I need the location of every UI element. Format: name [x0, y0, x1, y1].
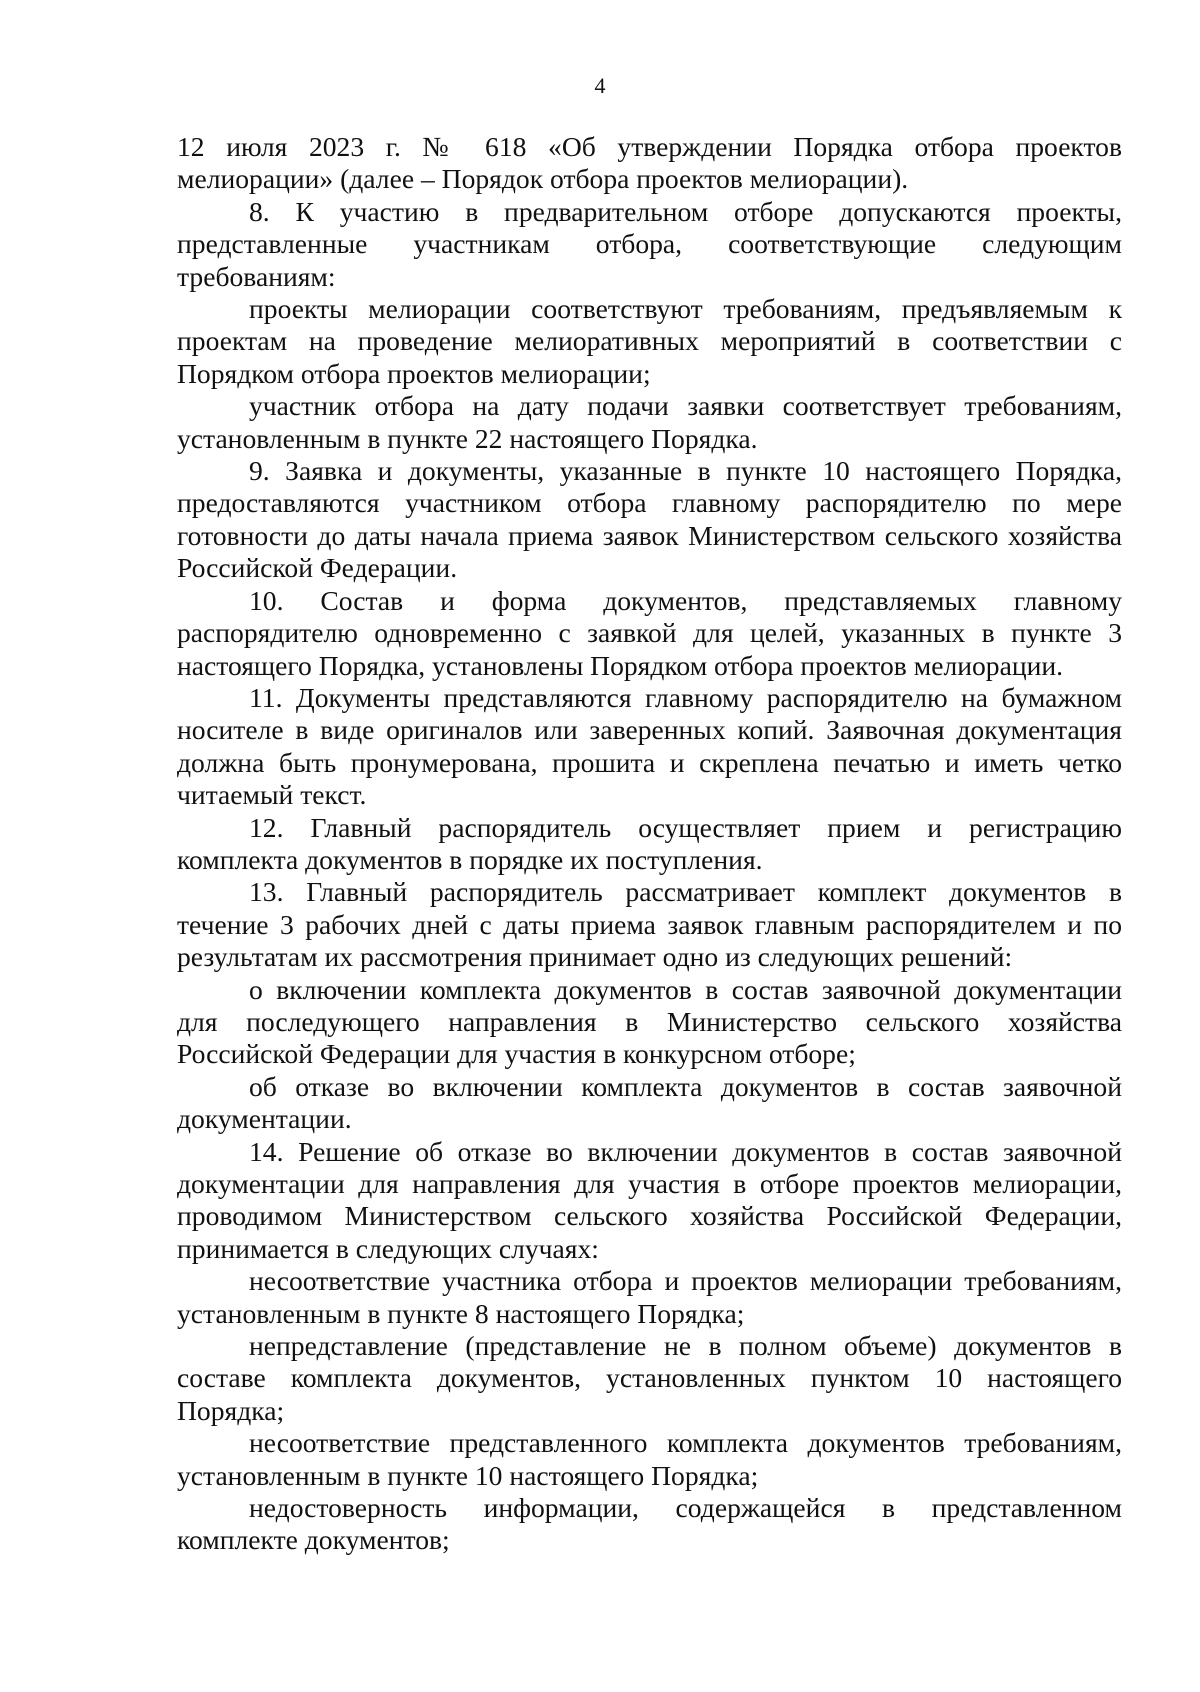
paragraph: участник отбора на дату подачи заявки соответствует требованиям, установленным в пункте 22 настоящего Порядка. — [177, 390, 1122, 454]
paragraph: 10. Состав и форма документов, представляемых главному распорядителю одновременно с заявкой для целей, указанных в пункте 3 настоящего Порядка, установлены Порядком отбора проектов мелиорации. — [177, 584, 1122, 681]
paragraph: 9. Заявка и документы, указанные в пункте 10 настоящего Порядка, предоставляются участником отбора главному распорядителю по мере готовности до даты начала приема заявок Министерством сельского хозяйства Российской Федерации. — [177, 455, 1122, 584]
paragraph: 8. К участию в предварительном отборе допускаются проекты, представленные участникам отбора, соответствующие следующим требованиям: — [177, 195, 1122, 292]
paragraph: недостоверность информации, содержащейся в представленном комплекте документов; — [177, 1492, 1122, 1556]
page-number: 4 — [594, 73, 606, 98]
paragraph: 12 июля 2023 г. № 618 «Об утверждении Порядка отбора проектов мелиорации» (далее – Порядок отбора проектов мелиорации). — [177, 131, 1122, 195]
paragraph: о включении комплекта документов в состав заявочной документации для последующего направления в Министерство сельского хозяйства Российской Федерации для участия в конкурсном отборе; — [177, 973, 1122, 1070]
paragraph: несоответствие представленного комплекта документов требованиям, установленным в пункте 10 настоящего Порядка; — [177, 1427, 1122, 1491]
paragraph: об отказе во включении комплекта документов в состав заявочной документации. — [177, 1070, 1122, 1135]
paragraph: несоответствие участника отбора и проектов мелиорации требованиям, установленным в пункте 8 настоящего Порядка; — [177, 1265, 1122, 1329]
paragraph: проекты мелиорации соответствуют требованиям, предъявляемым к проектам на проведение мелиоративных мероприятий в соответствии с Порядком отбора проектов мелиорации; — [177, 293, 1122, 389]
paragraph: 11. Документы представляются главному распорядителю на бумажном носителе в виде оригиналов или заверенных копий. Заявочная документация должна быть пронумерована, прошита и скреплена печатью и иметь четко читаемый текст. — [177, 681, 1122, 811]
paragraph: 13. Главный распорядитель рассматривает комплект документов в течение 3 рабочих дней с даты приема заявок главным распорядителем и по результатам их рассмотрения принимает одно из следующих решений: — [177, 876, 1122, 973]
paragraph: 14. Решение об отказе во включении документов в состав заявочной документации для направления для участия в отборе проектов мелиорации, проводимом Министерством сельского хозяйства Российской Федерации, принимается в следующих случаях: — [177, 1135, 1122, 1264]
document-body — [177, 131, 1122, 1557]
paragraph: непредставление (представление не в полном объеме) документов в составе комплекта документов, установленных пунктом 10 настоящего Порядка; — [177, 1330, 1122, 1426]
paragraph: 12. Главный распорядитель осуществляет прием и регистрацию комплекта документов в порядке их поступления. — [177, 811, 1122, 875]
